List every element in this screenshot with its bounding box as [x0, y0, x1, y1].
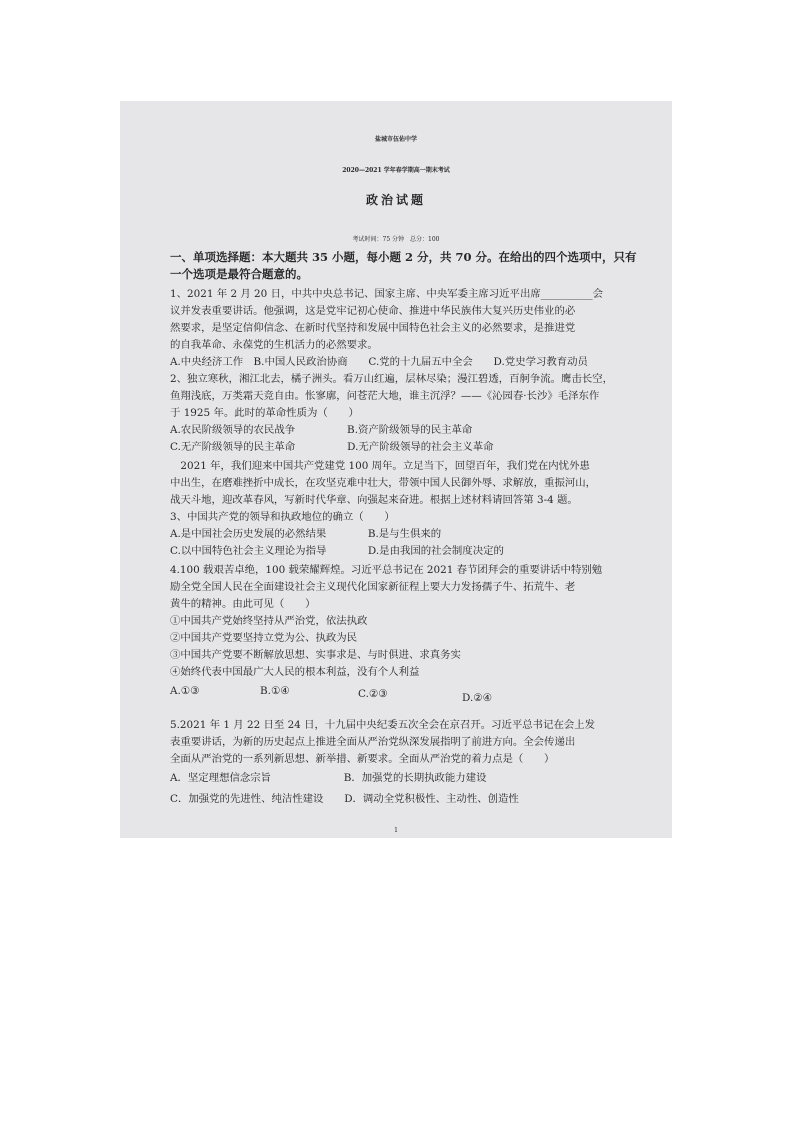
- section-heading-line-2: 一个选项是最符合题意的。: [170, 267, 308, 281]
- q1-line-3: 然要求，是坚定信仰信念、在新时代坚持和发展中国特色社会主义的必然要求，是推进党: [170, 322, 576, 334]
- q5-options-line-2: C．加强党的先进性、纯洁性建设 D．调动全党积极性、主动性、创造性: [170, 793, 519, 805]
- material-line-1: 2021 年，我们迎来中国共产党建党 100 周年。立足当下，回望百年，我们党在内忧外患: [170, 460, 590, 472]
- page-number: 1: [394, 827, 398, 834]
- q2-line-3: 于 1925 年。此时的革命性质为（ ）: [170, 407, 359, 419]
- q2-line-2: 鱼翔浅底，万类霜天竞自由。怅寥廓，问苍茫大地，谁主沉浮？——《沁园春·长沙》毛泽东作: [170, 390, 600, 402]
- q2-line-1: 2、独立寒秋，湘江北去，橘子洲头。看万山红遍，层林尽染；漫江碧透，百舸争流。鹰击长空，: [170, 373, 614, 385]
- q4-option-a: A.①③: [170, 685, 200, 697]
- q4-item-2: ②中国共产党要坚持立党为公、执政为民: [170, 632, 358, 644]
- q5-line-1: 5.2021 年 1 月 22 日至 24 日，十九届中央纪委五次全会在京召开。习近平总书记在会上发: [170, 719, 596, 731]
- q1-line-4: 的自我革命、永葆党的生机活力的必然要求。: [170, 339, 378, 351]
- subject-title: 政治试题: [365, 193, 426, 207]
- q3-stem: 3、中国共产党的领导和执政地位的确立（ ）: [170, 511, 395, 523]
- exam-page-photo: [120, 101, 672, 838]
- school-name: 盐城市伍佑中学: [374, 136, 417, 143]
- q4-line-2: 励全党全国人民在全面建设社会主义现代化国家新征程上要大力发扬孺子牛、拓荒牛、老: [170, 581, 576, 593]
- q4-line-3: 黄牛的精神。由此可见（ ）: [170, 598, 316, 610]
- q1-options: A.中央经济工作 B.中国人民政治协商 C.党的十九届五中全会 D.党史学习教育动员: [170, 356, 588, 368]
- exam-meta: 考试时间：75 分钟 总分：100: [352, 236, 440, 243]
- q4-line-1: 4.100 载艰苦卓绝，100 载荣耀辉煌。习近平总书记在 2021 春节团拜会的重要讲话中特别勉: [170, 564, 603, 576]
- q2-options-line-2: C.无产阶级领导的民主革命 D.无产阶级领导的社会主义革命: [170, 441, 494, 453]
- q3-options-line-1: A.是中国社会历史发展的必然结果 B.是与生俱来的: [170, 528, 442, 540]
- material-line-3: 战天斗地，迎改革春风，写新时代华章、向强起来奋进。根据上述材料请回答第 3-4 题。: [170, 494, 578, 506]
- q3-options-line-2: C.以中国特色社会主义理论为指导 D.是由我国的社会制度决定的: [170, 545, 504, 557]
- q4-item-1: ①中国共产党始终坚持从严治党，依法执政: [170, 615, 368, 627]
- exam-term-title: 2020—2021 学年春学期高一期末考试: [342, 167, 450, 174]
- q4-item-3: ③中国共产党要不断解放思想、实事求是、与时俱进、求真务实: [170, 649, 461, 661]
- q5-options-line-1: A．坚定理想信念宗旨 B．加强党的长期执政能力建设: [170, 772, 487, 784]
- q5-line-2: 表重要讲话，为新的历史起点上推进全面从严治党纵深发展指明了前进方向。全会传递出: [170, 736, 576, 748]
- q4-item-4: ④始终代表中国最广大人民的根本利益，没有个人利益: [170, 666, 420, 678]
- q1-line-2: 议并发表重要讲话。他强调，这是党牢记初心使命、推进中华民族伟大复兴历史伟业的必: [170, 305, 576, 317]
- q5-line-3: 全面从严治党的一系列新思想、新举措、新要求。全面从严治党的着力点是（ ）: [170, 753, 555, 765]
- q2-options-line-1: A.农民阶级领导的农民战争 B.资产阶级领导的民主革命: [170, 424, 473, 436]
- section-heading-line-1: 一、单项选择题：本大题共 35 小题，每小题 2 分，共 70 分。在给出的四个选项中，只有: [170, 250, 637, 264]
- q4-option-d: D.②④: [462, 692, 492, 704]
- material-line-2: 中出生，在磨难挫折中成长，在攻坚克难中壮大，带领中国人民御外辱、求解放，重振河山，: [170, 477, 597, 489]
- q4-option-b: B.①④: [260, 685, 290, 697]
- q1-line-1: 1、2021 年 2 月 20 日，中共中央总书记、国家主席、中央军委主席习近平出席__________会: [170, 288, 604, 300]
- q4-option-c: C.②③: [358, 688, 388, 700]
